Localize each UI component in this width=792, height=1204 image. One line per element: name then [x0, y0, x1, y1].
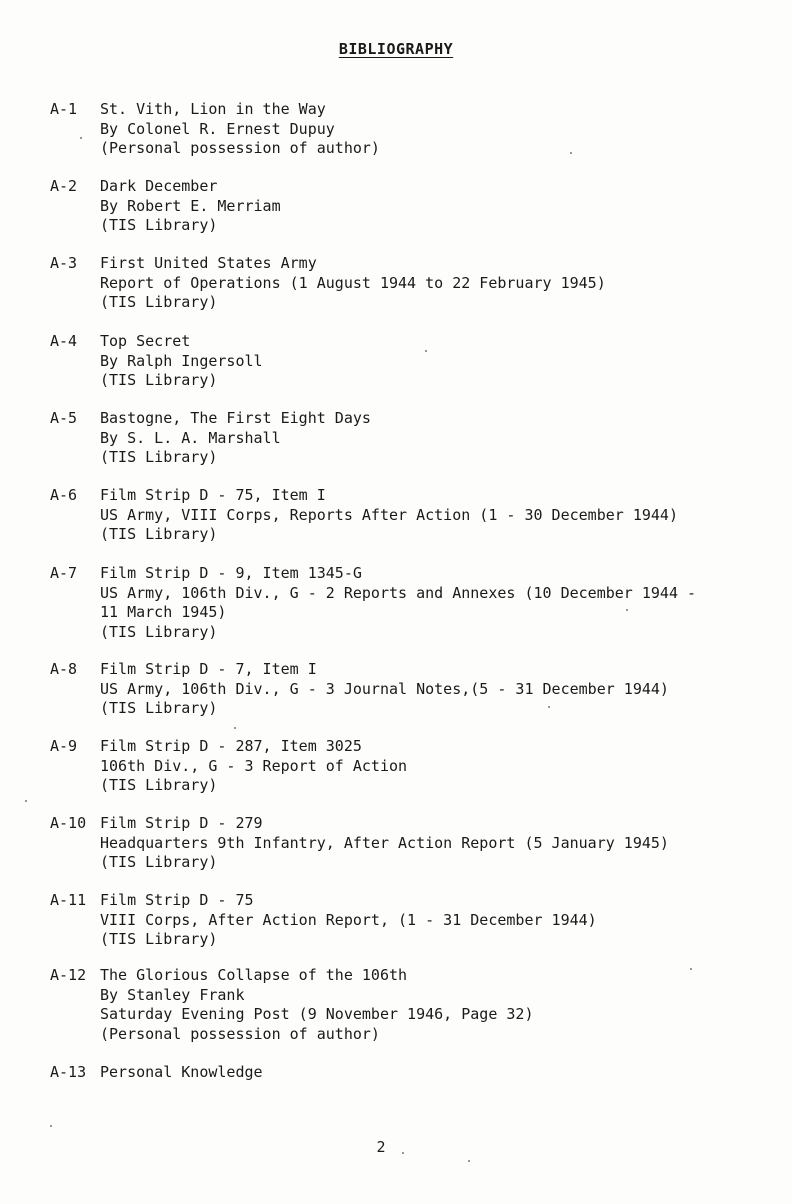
entry-detail-line: Headquarters 9th Infantry, After Action Report (5 January 1945) — [100, 833, 669, 852]
entry-text — [100, 814, 760, 873]
entry-title: Personal Knowledge — [100, 1063, 263, 1081]
entry-code: A-11 — [50, 891, 87, 909]
entry-detail-line: By Ralph Ingersoll — [100, 351, 263, 370]
entry-title: Dark December — [100, 177, 218, 195]
entry-code: A-9 — [50, 737, 78, 755]
entry-detail-line: (Personal possession of author) — [100, 1024, 380, 1043]
entry-detail-line: US Army, 106th Div., G - 2 Reports and Annexes (10 December 1944 - — [100, 583, 697, 602]
entry-code: A-10 — [50, 814, 87, 832]
entry-text — [100, 254, 760, 313]
entry-detail-line: (TIS Library) — [100, 699, 218, 717]
scan-speck — [690, 968, 692, 970]
entry-detail-line: (Personal possession of author) — [100, 139, 380, 157]
page-title: BIBLIOGRAPHY — [338, 40, 454, 58]
scan-speck — [468, 1160, 470, 1162]
entry-title: Film Strip D - 9, Item 1345-G — [100, 564, 362, 582]
entry-code: A-13 — [50, 1063, 87, 1081]
entry-title: Top Secret — [100, 332, 191, 350]
entry-title: Film Strip D - 7, Item I — [100, 660, 317, 678]
entry-detail-line: (TIS Library) — [100, 853, 218, 871]
entry-code: A-4 — [50, 332, 78, 350]
entry-title: First United States Army — [100, 254, 317, 272]
scan-speck — [50, 1125, 52, 1127]
entry-text — [100, 332, 760, 391]
entry-detail-line: 11 March 1945) — [100, 603, 227, 621]
entry-title: The Glorious Collapse of the 106th — [100, 966, 408, 984]
entry-code: A-3 — [50, 254, 78, 272]
entry-text — [100, 1063, 760, 1083]
entry-code: A-6 — [50, 486, 78, 504]
scan-speck — [25, 800, 27, 802]
entry-detail-line: Saturday Evening Post (9 November 1946, Page 32) — [100, 1005, 534, 1023]
entry-title: Bastogne, The First Eight Days — [100, 409, 371, 427]
entry-text — [100, 100, 760, 159]
entry-code: A-7 — [50, 564, 78, 582]
scan-speck — [234, 727, 236, 729]
entry-detail-line: (TIS Library) — [100, 216, 218, 234]
entry-detail-line: By Stanley Frank — [100, 985, 245, 1004]
entry-title: Film Strip D - 75 — [100, 891, 254, 909]
entry-detail-line: By S. L. A. Marshall — [100, 428, 281, 447]
entry-code: A-1 — [50, 100, 78, 118]
entry-text — [100, 409, 760, 468]
entry-text — [100, 966, 760, 1044]
page-number: 2 — [376, 1138, 386, 1156]
entry-detail-line: (TIS Library) — [100, 293, 218, 311]
entry-detail-line: By Robert E. Merriam — [100, 196, 281, 215]
entry-text — [100, 564, 760, 642]
entry-detail-line: Report of Operations (1 August 1944 to 22 February 1945) — [100, 273, 606, 292]
entry-detail-line: US Army, VIII Corps, Reports After Action (1 - 30 December 1944) — [100, 505, 678, 524]
scan-speck — [402, 1152, 404, 1154]
entry-text — [100, 177, 760, 236]
entry-detail-line: VIII Corps, After Action Report, (1 - 31 December 1944) — [100, 910, 597, 929]
entry-detail-line: (TIS Library) — [100, 448, 218, 466]
entry-title: Film Strip D - 75, Item I — [100, 486, 326, 504]
entry-title: Film Strip D - 279 — [100, 814, 263, 832]
entry-detail-line: (TIS Library) — [100, 525, 218, 543]
entry-detail-line: (TIS Library) — [100, 930, 218, 948]
scan-speck — [548, 706, 550, 708]
entry-detail-line: (TIS Library) — [100, 622, 218, 641]
entry-detail-line: US Army, 106th Div., G - 3 Journal Notes,(5 - 31 December 1944) — [100, 679, 669, 698]
scan-speck — [425, 350, 427, 352]
scan-speck — [570, 152, 572, 154]
entry-text — [100, 737, 760, 796]
entry-code: A-5 — [50, 409, 78, 427]
entry-text — [100, 660, 760, 719]
entry-title: St. Vith, Lion in the Way — [100, 100, 326, 118]
scan-speck — [80, 137, 82, 139]
entry-text — [100, 486, 760, 545]
entry-detail-line: By Colonel R. Ernest Dupuy — [100, 119, 335, 138]
entry-detail-line: (TIS Library) — [100, 776, 218, 794]
scan-speck — [626, 609, 628, 611]
entry-detail-line: 106th Div., G - 3 Report of Action — [100, 756, 408, 775]
entry-detail-line: (TIS Library) — [100, 371, 218, 389]
entry-code: A-8 — [50, 660, 78, 678]
entry-title: Film Strip D - 287, Item 3025 — [100, 737, 362, 755]
entry-code: A-12 — [50, 966, 87, 984]
entry-text — [100, 891, 760, 950]
entry-code: A-2 — [50, 177, 78, 195]
